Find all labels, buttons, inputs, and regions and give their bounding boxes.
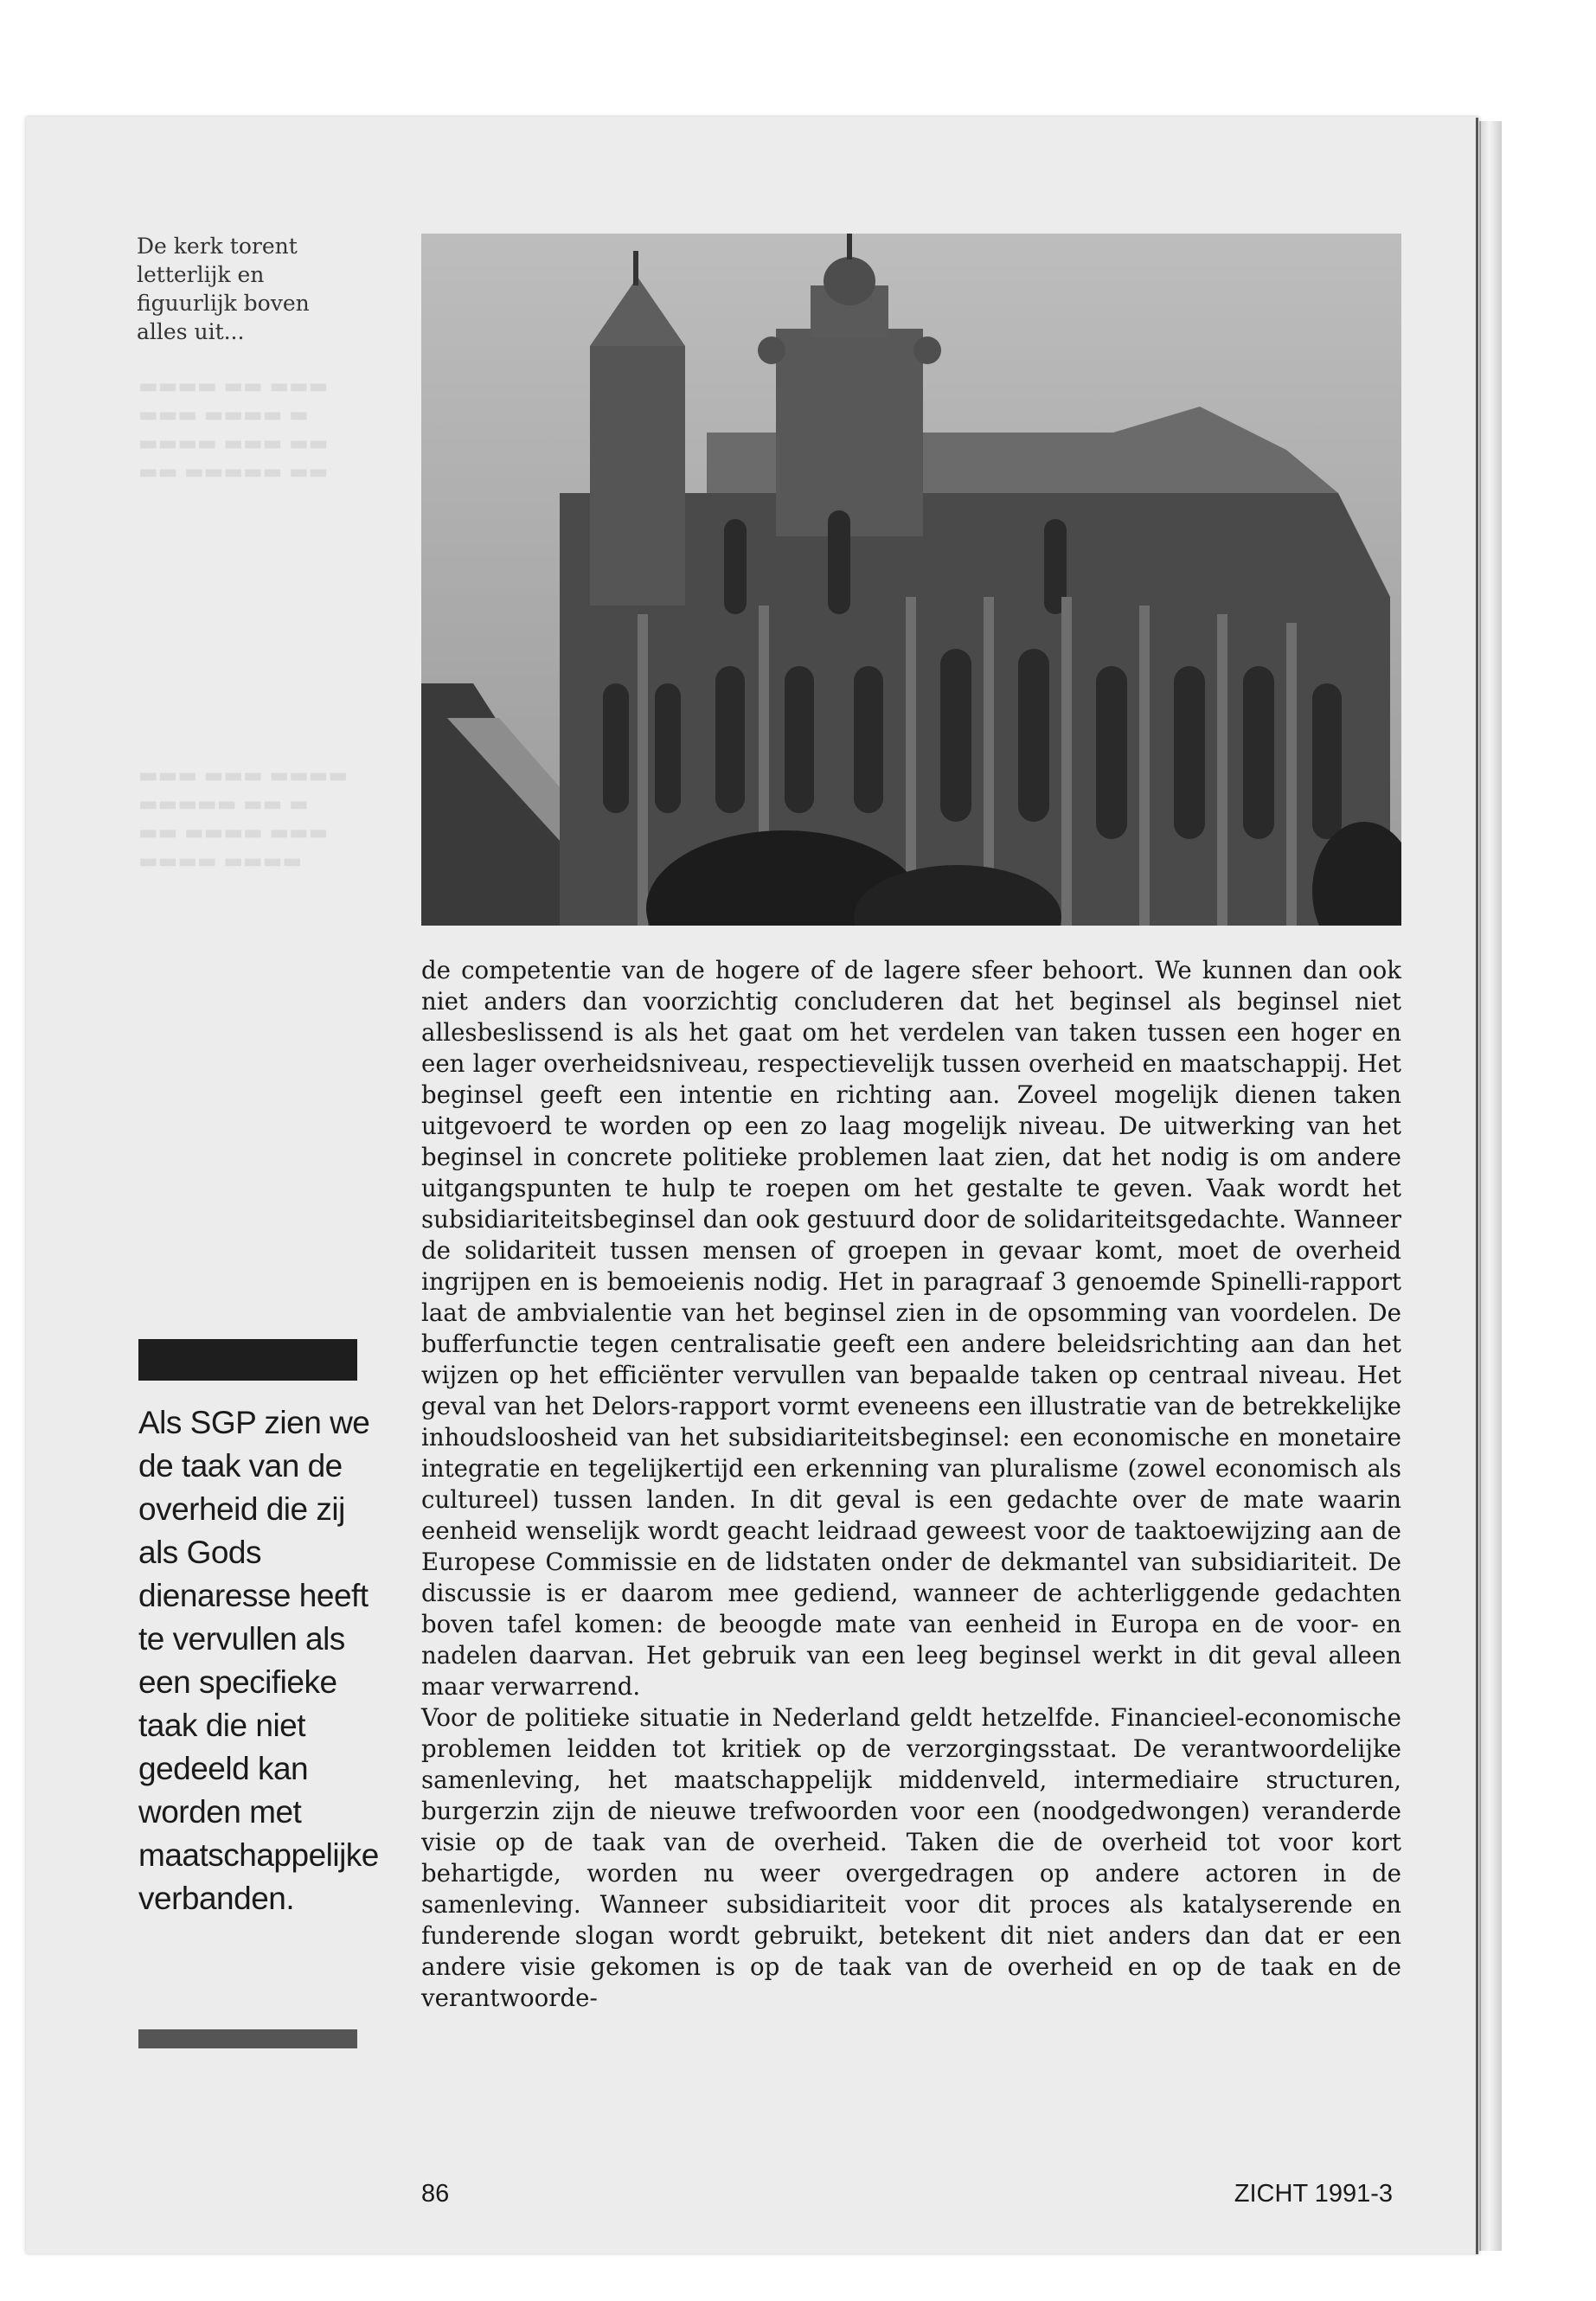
page-spine-line	[1476, 118, 1478, 2254]
cathedral-photo	[421, 234, 1401, 926]
show-through-text-2: ▬▬▬ ▬▬▬ ▬▬▬▬ ▬▬▬▬▬ ▬▬ ▬ ▬▬ ▬▬▬▬ ▬▬▬ ▬▬▬▬ ▬▬▬▬	[138, 763, 349, 873]
cathedral-illustration	[421, 234, 1401, 926]
show-through-text: ▬▬▬▬ ▬▬ ▬▬▬ ▬▬▬ ▬▬▬▬ ▬ ▬▬▬▬ ▬▬▬ ▬▬ ▬▬ ▬▬▬▬▬ ▬▬	[138, 374, 329, 484]
article-body	[421, 955, 1401, 2014]
pull-quote-top-bar	[138, 1339, 357, 1381]
page-number: 86	[421, 2180, 450, 2208]
page-edge	[1479, 121, 1502, 2251]
publication-label: ZICHT 1991-3	[1234, 2180, 1393, 2208]
article-paragraph-2: Voor de politieke situatie in Nederland geldt hetzelfde. Financieel-economische problemen leidden tot kritiek op de verzorgingsstaat. De verantwoordelijke samenleving, het maatschappelijk middenveld, intermediaire structuren, burgerzin zijn de nieuwe trefwoorden voor een (noodgedwongen) veranderde visie op de taak van de overheid. Taken die de overheid tot voor kort behartigde, worden nu weer overgedragen op andere actoren in de samenleving. Wanneer subsidiariteit voor dit proces als katalyserende en funderende slogan wordt gebruikt, betekent dit niet anders dan dat er een andere visie gekomen is op de taak van de overheid en op de taak en de verantwoorde-	[421, 1703, 1401, 2012]
pull-quote-bottom-bar	[138, 2029, 357, 2048]
pull-quote: Als SGP zien we de taak van de overheid die zij als Gods dienaresse heeft te vervullen als een specifieke taak die niet gedeeld kan worden met maatschappelijke verbanden.	[138, 1405, 379, 1916]
photo-caption: De kerk torent letterlijk en figuurlijk boven alles uit...	[137, 234, 310, 344]
article-paragraph-1: de competentie van de hogere of de lagere sfeer behoort. We kunnen dan ook niet anders dan voorzichtig concluderen dat het beginsel als beginsel niet allesbeslissend is als het gaat om het verdelen van taken tussen een hoger en een lager overheidsniveau, respectievelijk tussen overheid en maatschappij. Het beginsel geeft een intentie en richting aan. Zoveel mogelijk dienen taken uitgevoerd te worden op een zo laag mogelijk niveau. De uitwerking van het beginsel in concrete politieke problemen laat zien, dat het nodig is om andere uitgangspunten te hulp te roepen om het gestalte te geven. Vaak wordt het subsidiariteitsbeginsel dan ook gestuurd door de solidariteitsgedachte. Wanneer de solidariteit tussen mensen of groepen in gevaar komt, moet de overheid ingrijpen en is bemoeienis nodig. Het in paragraaf 3 genoemde Spinelli-rapport laat de ambvialentie van het beginsel zien in de opsomming van voordelen. De bufferfunctie tegen centralisatie geeft een andere beleidsrichting aan dan het wijzen op het efficiënter vervullen van bepaalde taken op centraal niveau. Het geval van het Delors-rapport vormt eveneens een illustratie van de betrekkelijke inhoudsloosheid van het subsidiariteitsbeginsel: een economische en monetaire integratie en tegelijkertijd een erkenning van pluralisme (zowel economisch als cultureel) tussen landen. In dit geval is een gedachte over de mate waarin eenheid wenselijk wordt geacht leidraad geweest voor de taaktoewijzing aan de Europese Commissie en de lidstaten onder de dekmantel van subsidiariteit. De discussie is er daarom mee gediend, wanneer de achterliggende gedachten boven tafel komen: de beoogde mate van eenheid in Europa en de voor- en nadelen daarvan. Het gebruik van een leeg beginsel werkt in dit geval alleen maar verwarrend.	[421, 956, 1401, 1701]
